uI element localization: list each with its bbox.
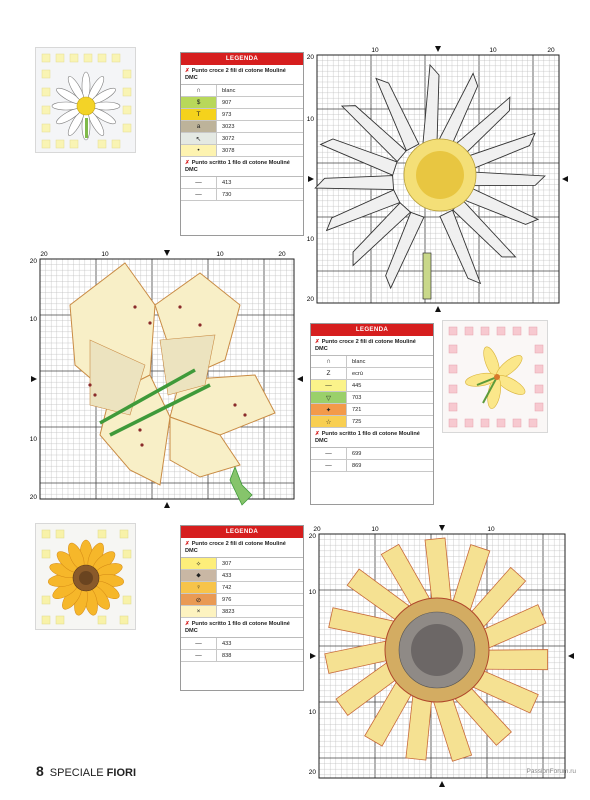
legend-code: 742 bbox=[222, 584, 232, 591]
chart-left-label: 10 bbox=[306, 236, 314, 243]
center-arrow-icon bbox=[439, 525, 445, 531]
legend-code: 3023 bbox=[222, 123, 235, 130]
legend-row bbox=[311, 416, 433, 428]
cross-mark-icon: ✗ bbox=[185, 160, 190, 166]
cross-mark-icon: ✗ bbox=[315, 339, 320, 345]
center-arrow-icon bbox=[164, 502, 170, 508]
legend-cross-rows bbox=[181, 558, 303, 618]
legend-code: 725 bbox=[352, 418, 362, 425]
sunflower-pattern bbox=[305, 520, 570, 782]
lily-chart bbox=[30, 245, 300, 510]
center-arrow-icon bbox=[31, 376, 37, 382]
legend-cross-title: ✗ Punto croce 2 fili di cotone Mouliné DMC bbox=[181, 65, 303, 85]
legend-code: 730 bbox=[222, 191, 232, 198]
chart-top-label: 20 bbox=[313, 526, 321, 533]
legend-symbol: ✧ bbox=[181, 558, 217, 569]
legend-row bbox=[311, 356, 433, 368]
legend-sunflower bbox=[180, 525, 304, 691]
legend-symbol: ∩ bbox=[311, 356, 347, 367]
legend-title: LEGENDA bbox=[181, 526, 303, 538]
legend-symbol: ⊘ bbox=[181, 594, 217, 605]
legend-symbol: × bbox=[181, 606, 217, 617]
legend-code: blanc bbox=[352, 358, 366, 365]
center-arrow-icon bbox=[308, 176, 314, 182]
issue-name: FIORI bbox=[106, 767, 137, 779]
legend-row bbox=[181, 109, 303, 121]
legend-code: 976 bbox=[222, 596, 232, 603]
legend-row bbox=[181, 177, 303, 189]
legend-row bbox=[181, 121, 303, 133]
center-arrow-icon bbox=[435, 46, 441, 52]
legend-row bbox=[311, 460, 433, 472]
legend-cross-rows bbox=[181, 85, 303, 157]
chart-top-label: 10 bbox=[216, 251, 224, 258]
legend-code: 721 bbox=[352, 406, 362, 413]
cross-mark-icon: ✗ bbox=[185, 541, 190, 547]
legend-row bbox=[311, 392, 433, 404]
legend-symbol: ⬥ bbox=[181, 570, 217, 581]
legend-row bbox=[181, 558, 303, 570]
legend-row bbox=[311, 368, 433, 380]
legend-code: 838 bbox=[222, 652, 232, 659]
legend-code: 703 bbox=[352, 394, 362, 401]
legend-back-title: ✗ Punto scritto 1 filo di cotone Mouliné DMC bbox=[311, 428, 433, 448]
legend-symbol: — bbox=[311, 448, 347, 459]
chart-top-label: 10 bbox=[371, 47, 379, 54]
legend-symbol: Z bbox=[311, 368, 347, 379]
legend-row bbox=[181, 582, 303, 594]
cross-mark-icon: ✗ bbox=[185, 621, 190, 627]
legend-symbol: a bbox=[181, 121, 217, 132]
legend-code: 3823 bbox=[222, 608, 235, 615]
legend-row bbox=[181, 97, 303, 109]
center-arrow-icon bbox=[439, 781, 445, 787]
legend-row bbox=[181, 638, 303, 650]
chart-left-label: 10 bbox=[308, 709, 316, 716]
daisy-chart bbox=[305, 45, 565, 310]
chart-left-label: 20 bbox=[308, 533, 316, 540]
legend-symbol: — bbox=[181, 650, 217, 661]
legend-code: 869 bbox=[352, 462, 362, 469]
legend-row bbox=[311, 404, 433, 416]
center-arrow-icon bbox=[568, 653, 574, 659]
legend-symbol: ♀ bbox=[181, 582, 217, 593]
legend-row bbox=[181, 606, 303, 618]
legend-back-rows bbox=[181, 638, 303, 662]
chart-left-label: 10 bbox=[306, 116, 314, 123]
chart-left-label: 20 bbox=[306, 54, 314, 61]
legend-row bbox=[181, 650, 303, 662]
legend-symbol: • bbox=[181, 145, 217, 156]
chart-left-label: 20 bbox=[306, 296, 314, 303]
legend-code: 3078 bbox=[222, 147, 235, 154]
chart-left-label: 20 bbox=[29, 494, 37, 501]
legend-symbol: ☆ bbox=[311, 416, 347, 427]
daisy-photo bbox=[35, 47, 136, 153]
legend-code: 973 bbox=[222, 111, 232, 118]
cross-mark-icon: ✗ bbox=[315, 431, 320, 437]
legend-symbol: — bbox=[311, 380, 347, 391]
legend-daisy bbox=[180, 52, 304, 236]
legend-code: 307 bbox=[222, 560, 232, 567]
chart-left-label: 10 bbox=[308, 589, 316, 596]
legend-code: 433 bbox=[222, 572, 232, 579]
legend-row bbox=[181, 145, 303, 157]
legend-title: LEGENDA bbox=[181, 53, 303, 65]
lily-pattern bbox=[30, 245, 300, 510]
magazine-name: SPECIALE bbox=[49, 767, 104, 779]
cross-mark-icon: ✗ bbox=[185, 68, 190, 74]
legend-cross-title: ✗ Punto croce 2 fili di cotone Mouliné DMC bbox=[311, 336, 433, 356]
legend-back-rows bbox=[181, 177, 303, 201]
chart-top-label: 10 bbox=[489, 47, 497, 54]
sunflower-chart bbox=[305, 520, 570, 782]
legend-code: 445 bbox=[352, 382, 362, 389]
daisy-pattern bbox=[305, 45, 565, 310]
chart-top-label: 20 bbox=[40, 251, 48, 258]
legend-symbol: — bbox=[181, 638, 217, 649]
legend-code: 413 bbox=[222, 179, 232, 186]
chart-top-label: 20 bbox=[278, 251, 286, 258]
page-number: 8 bbox=[36, 763, 44, 779]
lily-photo bbox=[442, 320, 548, 433]
legend-code: ecrù bbox=[352, 370, 363, 377]
legend-row bbox=[181, 570, 303, 582]
center-arrow-icon bbox=[435, 306, 441, 312]
page-footer bbox=[36, 763, 136, 779]
legend-lily bbox=[310, 323, 434, 505]
legend-back-title: ✗ Punto scritto 1 filo di cotone Mouliné DMC bbox=[181, 157, 303, 177]
chart-top-label: 20 bbox=[547, 47, 555, 54]
chart-top-label: 10 bbox=[487, 526, 495, 533]
chart-top-label: 10 bbox=[371, 526, 379, 533]
chart-left-label: 20 bbox=[29, 258, 37, 265]
legend-back-rows bbox=[311, 448, 433, 472]
chart-left-label: 10 bbox=[29, 316, 37, 323]
legend-row bbox=[311, 448, 433, 460]
watermark: PassionForum.ru bbox=[526, 768, 576, 775]
center-arrow-icon bbox=[164, 250, 170, 256]
center-arrow-icon bbox=[310, 653, 316, 659]
chart-left-label: 10 bbox=[29, 436, 37, 443]
legend-row bbox=[181, 85, 303, 97]
legend-row bbox=[181, 133, 303, 145]
legend-symbol: $ bbox=[181, 97, 217, 108]
legend-symbol: ▽ bbox=[311, 392, 347, 403]
legend-symbol: — bbox=[181, 177, 217, 188]
legend-back-title: ✗ Punto scritto 1 filo di cotone Mouliné DMC bbox=[181, 618, 303, 638]
legend-symbol: — bbox=[181, 189, 217, 200]
legend-code: blanc bbox=[222, 87, 236, 94]
sunflower-photo bbox=[35, 523, 136, 630]
legend-title: LEGENDA bbox=[311, 324, 433, 336]
legend-row bbox=[181, 594, 303, 606]
legend-symbol: ✦ bbox=[311, 404, 347, 415]
chart-left-label: 20 bbox=[308, 769, 316, 776]
legend-code: 699 bbox=[352, 450, 362, 457]
legend-cross-rows bbox=[311, 356, 433, 428]
legend-symbol: T bbox=[181, 109, 217, 120]
center-arrow-icon bbox=[297, 376, 303, 382]
legend-row bbox=[311, 380, 433, 392]
legend-symbol: — bbox=[311, 460, 347, 471]
legend-symbol: ∩ bbox=[181, 85, 217, 96]
legend-code: 3072 bbox=[222, 135, 235, 142]
legend-cross-title: ✗ Punto croce 2 fili di cotone Mouliné DMC bbox=[181, 538, 303, 558]
chart-top-label: 10 bbox=[101, 251, 109, 258]
legend-symbol: ↖ bbox=[181, 133, 217, 144]
legend-code: 907 bbox=[222, 99, 232, 106]
legend-code: 433 bbox=[222, 640, 232, 647]
legend-row bbox=[181, 189, 303, 201]
center-arrow-icon bbox=[562, 176, 568, 182]
